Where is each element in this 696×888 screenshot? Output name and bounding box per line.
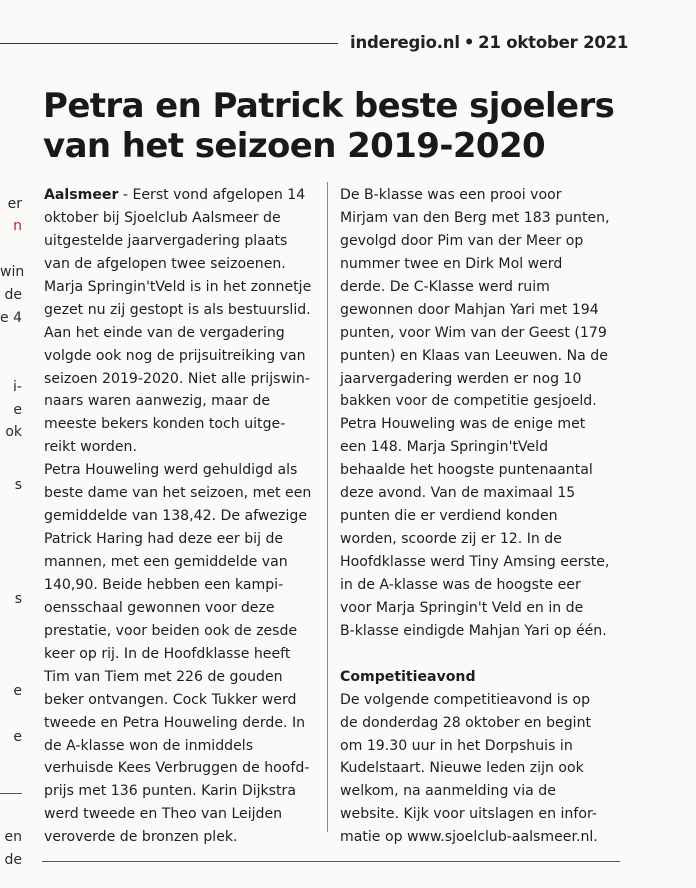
paragraph-gap xyxy=(340,643,640,666)
fragment-line xyxy=(0,238,24,261)
article-text-line: deze avond. Van de maximaal 15 xyxy=(340,485,576,502)
article-text-line: Petra Houweling werd gehuldigd als xyxy=(44,462,298,479)
article-text-line: Patrick Haring had deze eer bij de xyxy=(44,531,284,548)
article-text-line: volgde ook nog de prijsuitreiking van xyxy=(44,347,306,364)
article-text-line: in de A-klasse was de hoogste eer xyxy=(340,576,581,593)
article-text-line: jaarvergadering werden er nog 10 xyxy=(340,370,582,387)
article-text-line: Kudelstaart. Nieuwe leden zijn ook xyxy=(340,760,584,777)
fragment-line xyxy=(0,543,24,566)
article-text-line: van de afgelopen twee seizoenen. xyxy=(44,255,286,272)
article-text-line: bakken voor de competitie gesjoeld. xyxy=(340,393,597,410)
article-text-line: keer op rij. In de Hoofdklasse heeft xyxy=(44,645,291,662)
fragment-line: e xyxy=(13,401,22,418)
article-text-line: oktober bij Sjoelclub Aalsmeer de xyxy=(44,209,281,226)
article-text-line: mannen, met een gemiddelde van xyxy=(44,554,288,570)
article-text-line: derde. De C-Klasse werd ruim xyxy=(340,278,550,295)
article-text-line: veroverde de bronzen plek. xyxy=(44,829,238,846)
article-text-line: worden, scoorde zij er 12. In de xyxy=(340,531,562,548)
headline-line: Petra en Patrick beste sjoelers xyxy=(43,86,615,126)
article-text-line: reikt worden. xyxy=(44,439,137,456)
fragment-column-middle xyxy=(0,474,24,749)
article-text-line: nummer twee en Dirk Mol werd xyxy=(340,255,563,272)
article-text-line: naars waren aanwezig, maar de xyxy=(44,393,271,410)
fragment-column-top xyxy=(0,101,24,444)
fragment-line: e 4 xyxy=(0,310,22,327)
fragment-line: de xyxy=(4,851,22,868)
article-text-line: gezet nu zij gestopt is als bestuurslid. xyxy=(44,301,311,318)
article-text-line: meeste bekers konden toch uitge- xyxy=(44,416,286,433)
article-text-line: Hoofdklasse werd Tiny Amsing eerste, xyxy=(340,554,610,570)
section-subhead: Competitieavond xyxy=(340,668,476,685)
fragment-line: s xyxy=(14,591,22,608)
article-text-line: De B-klasse was een prooi voor xyxy=(340,187,562,203)
masthead-separator: • xyxy=(463,33,475,52)
article-text-line: matie op www.sjoelclub-aalsmeer.nl. xyxy=(340,829,598,846)
article-text-line: werd tweede en Theo van Leijden xyxy=(44,806,283,823)
fragment-line xyxy=(0,657,24,680)
article-text-line: beker ontvangen. Cock Tukker werd xyxy=(44,691,297,708)
fragment-line: er xyxy=(7,195,22,212)
article-text-line: tweede en Petra Houweling derde. In xyxy=(44,714,306,731)
article-text-line: Aan het einde van de vergadering xyxy=(44,324,285,341)
fragment-rule xyxy=(0,793,22,794)
article-text-line: gevolgd door Pim van der Meer op xyxy=(340,232,584,249)
fragment-line: de xyxy=(4,287,22,304)
footer-rule xyxy=(42,861,620,862)
headline-line: van het seizoen 2019-2020 xyxy=(43,126,546,166)
article-text-line: punten die er verdiend konden xyxy=(340,508,558,525)
article-text-line: punten) en Klaas van Leeuwen. Na de xyxy=(340,347,608,364)
article-text-line: 140,90. Beide hebben een kampi- xyxy=(44,576,284,593)
article-text-line: B-klasse eindigde Mahjan Yari op één. xyxy=(340,622,607,639)
article-text-line: oensschaal gewonnen voor deze xyxy=(44,599,275,616)
article-text-line: de donderdag 28 oktober en begint xyxy=(340,714,592,731)
article-text-line: welkom, na aanmelding via de xyxy=(340,783,556,800)
fragment-line: i- xyxy=(13,378,22,395)
article-text-line: voor Marja Springin't Veld en in de xyxy=(340,599,584,616)
article-text-line: prestatie, voor beiden ook de zesde xyxy=(44,622,298,639)
article-text-line: seizoen 2019-2020. Niet alle prijswin- xyxy=(44,370,310,387)
fragment-line xyxy=(0,170,24,193)
article-text-line: Marja Springin'tVeld is in het zonnetje xyxy=(44,278,312,295)
fragment-line xyxy=(0,520,24,543)
fragment-line: ok xyxy=(5,424,22,441)
fragment-column-bottom xyxy=(0,826,24,872)
article-text-line: de A-klasse won de inmiddels xyxy=(44,737,254,754)
fragment-line xyxy=(0,124,24,147)
fragment-line: e xyxy=(13,728,22,745)
article-text-line: beste dame van het seizoen, met een xyxy=(44,485,312,502)
article-text-line: gemiddelde van 138,42. De afwezige xyxy=(44,508,307,525)
article-column-right xyxy=(340,184,640,849)
header-rule xyxy=(0,43,338,44)
fragment-line xyxy=(0,497,24,520)
article-text-line: punten, voor Wim van der Geest (179 xyxy=(340,324,607,341)
article-text-line: Mirjam van den Berg met 183 punten, xyxy=(340,209,610,226)
article-text-line: prijs met 136 punten. Karin Dijkstra xyxy=(44,783,296,800)
masthead xyxy=(350,33,628,52)
article-first-line-text: - Eerst vond afgelopen 14 xyxy=(118,187,306,203)
article-column-left xyxy=(44,184,344,849)
article-text-line: gewonnen door Mahjan Yari met 194 xyxy=(340,301,599,318)
fragment-line xyxy=(0,611,24,634)
masthead-date: 21 oktober 2021 xyxy=(478,33,629,52)
article-text-line: uitgestelde jaarvergadering plaats xyxy=(44,232,288,249)
article-text-line: De volgende competitieavond is op xyxy=(340,691,591,708)
article-text-line: behaalde het hoogste puntenaantal xyxy=(340,462,593,479)
article-text-line: om 19.30 uur in het Dorpshuis in xyxy=(340,737,573,754)
article-text-line: website. Kijk voor uitslagen en infor- xyxy=(340,806,597,823)
fragment-line xyxy=(0,703,24,726)
fragment-line: n xyxy=(13,218,22,235)
article-text-line: Petra Houweling was de enige met xyxy=(340,416,586,433)
article-text-line: verhuisde Kees Verbruggen de hoofd- xyxy=(44,760,310,777)
article-first-line xyxy=(44,184,344,207)
fragment-line: e xyxy=(13,683,22,700)
article-headline xyxy=(43,86,663,166)
fragment-line xyxy=(0,101,24,124)
fragment-line xyxy=(0,566,24,589)
article-text-line: een 148. Marja Springin'tVeld xyxy=(340,439,549,456)
masthead-site[interactable]: inderegio.nl xyxy=(350,33,460,52)
fragment-line: en xyxy=(4,829,22,845)
fragment-line: win xyxy=(0,264,24,281)
fragment-line xyxy=(0,353,24,376)
article-dateline-place: Aalsmeer xyxy=(44,187,119,203)
fragment-line xyxy=(0,634,24,657)
fragment-line xyxy=(0,330,24,353)
fragment-line xyxy=(0,147,24,170)
fragment-line: s xyxy=(14,477,22,493)
article-text-line: Tim van Tiem met 226 de gouden xyxy=(44,668,283,685)
